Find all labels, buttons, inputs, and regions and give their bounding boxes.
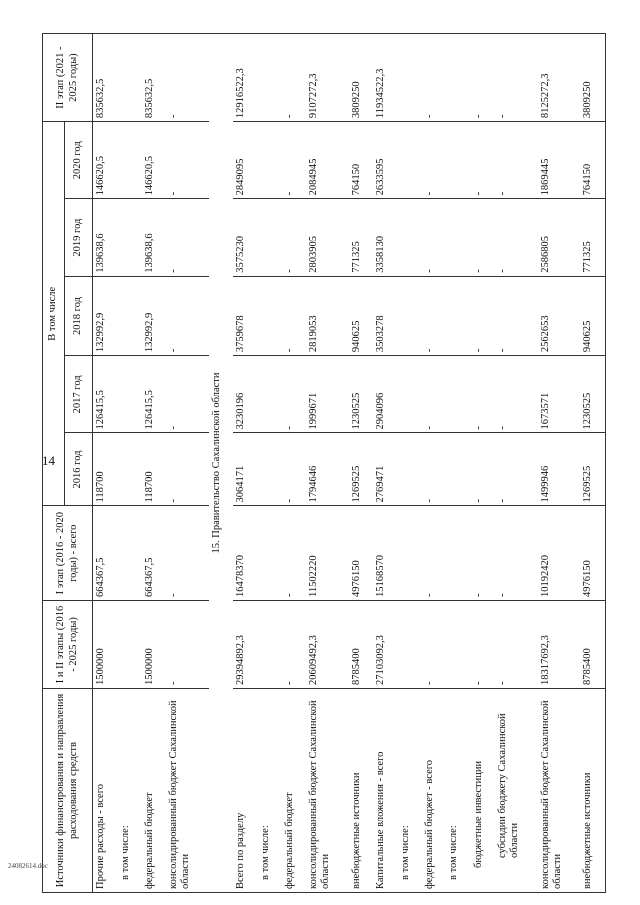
value-cell: 3064171 [233, 433, 257, 506]
value-cell: 1269525 [349, 433, 373, 506]
table-row [398, 34, 422, 893]
page-number: 14 [42, 453, 55, 468]
value-cell: - [166, 506, 209, 600]
row-label: внебюджетные источники [580, 689, 605, 893]
header-2019: 2019 год [65, 199, 93, 276]
value-cell: 9107272,3 [306, 34, 349, 122]
value-cell: - [166, 276, 209, 355]
value-cell: 3759678 [233, 276, 257, 355]
value-cell: 3358130 [373, 199, 397, 276]
value-cell [258, 506, 282, 600]
value-cell: - [422, 433, 446, 506]
value-cell: 3230196 [233, 356, 257, 433]
value-cell: 18317692,3 [538, 600, 581, 688]
value-cell: 8125272,3 [538, 34, 581, 122]
value-cell: 2084945 [306, 122, 349, 199]
value-cell: 1869445 [538, 122, 581, 199]
row-label: консолидированный бюджет Сахалинской области [538, 689, 581, 893]
header-total: I и II этапы (2016 - 2025 годы) [43, 600, 93, 688]
value-cell: 2562653 [538, 276, 581, 355]
table-row [373, 34, 397, 893]
row-label: субсидии бюджету Сахалинской области [495, 689, 538, 893]
value-cell: - [495, 276, 538, 355]
value-cell: 771325 [349, 199, 373, 276]
value-cell [258, 600, 282, 688]
value-cell [118, 276, 142, 355]
value-cell: 8785400 [580, 600, 605, 688]
value-cell: 16478370 [233, 506, 257, 600]
value-cell: 118700 [142, 433, 166, 506]
value-cell: 12916522,3 [233, 34, 257, 122]
value-cell: 11502220 [306, 506, 349, 600]
value-cell [446, 433, 470, 506]
value-cell: - [495, 199, 538, 276]
value-cell: 3503278 [373, 276, 397, 355]
value-cell: 940625 [349, 276, 373, 355]
value-cell: 126415,5 [93, 356, 118, 433]
financing-table-sheet [42, 33, 606, 893]
value-cell: - [495, 356, 538, 433]
value-cell: - [471, 122, 495, 199]
value-cell: 1499946 [538, 433, 581, 506]
value-cell [446, 122, 470, 199]
section-title: 15. Правительство Сахалинской области [209, 34, 233, 893]
value-cell: - [471, 506, 495, 600]
row-label: консолидированный бюджет Сахалинской области [306, 689, 349, 893]
table-row [93, 34, 118, 893]
value-cell: 3809250 [580, 34, 605, 122]
value-cell: - [282, 34, 306, 122]
value-cell [398, 600, 422, 688]
value-cell [446, 276, 470, 355]
value-cell: 8785400 [349, 600, 373, 688]
value-cell [398, 122, 422, 199]
value-cell [258, 433, 282, 506]
value-cell: - [282, 199, 306, 276]
value-cell: 2819053 [306, 276, 349, 355]
table-row [258, 34, 282, 893]
row-label: Капитальные вложения - всего [373, 689, 397, 893]
value-cell: 835632,5 [142, 34, 166, 122]
value-cell [398, 356, 422, 433]
value-cell [446, 506, 470, 600]
value-cell: 11934522,3 [373, 34, 397, 122]
row-label: федеральный бюджет - всего [422, 689, 446, 893]
value-cell: 10192420 [538, 506, 581, 600]
value-cell: 4976150 [349, 506, 373, 600]
value-cell: 1500000 [142, 600, 166, 688]
value-cell: - [422, 276, 446, 355]
value-cell: 1230525 [349, 356, 373, 433]
row-label: в том числе: [446, 689, 470, 893]
header-including: В том числе [43, 122, 65, 506]
value-cell [118, 34, 142, 122]
row-label: федеральный бюджет [282, 689, 306, 893]
header-2018: 2018 год [65, 276, 93, 355]
value-cell: 2849095 [233, 122, 257, 199]
value-cell: 664367,5 [93, 506, 118, 600]
value-cell: - [422, 506, 446, 600]
table-row [166, 34, 209, 893]
value-cell: 2633595 [373, 122, 397, 199]
value-cell [446, 356, 470, 433]
row-label: Всего по разделу [233, 689, 257, 893]
value-cell [118, 356, 142, 433]
value-cell: 146620,5 [93, 122, 118, 199]
value-cell: - [495, 506, 538, 600]
table-row [349, 34, 373, 893]
header-2016: 2016 год [65, 433, 93, 506]
value-cell: - [422, 600, 446, 688]
value-cell: - [495, 122, 538, 199]
row-label: бюджетные инвестиции [471, 689, 495, 893]
value-cell: 940625 [580, 276, 605, 355]
value-cell: - [495, 34, 538, 122]
table-row [580, 34, 605, 893]
value-cell: 126415,5 [142, 356, 166, 433]
header-stage1: I этап (2016 - 2020 годы) - всего [43, 506, 93, 600]
value-cell: 1269525 [580, 433, 605, 506]
value-cell: - [471, 199, 495, 276]
value-cell [398, 34, 422, 122]
value-cell: - [166, 34, 209, 122]
value-cell [258, 122, 282, 199]
row-label: федеральный бюджет [142, 689, 166, 893]
value-cell [118, 506, 142, 600]
value-cell [446, 34, 470, 122]
value-cell: - [166, 199, 209, 276]
value-cell: 1794646 [306, 433, 349, 506]
row-label: в том числе: [258, 689, 282, 893]
value-cell [258, 276, 282, 355]
table-row [495, 34, 538, 893]
value-cell: 1230525 [580, 356, 605, 433]
header-2020: 2020 год [65, 122, 93, 199]
value-cell [118, 600, 142, 688]
header-source: Источники финансирования и направления расходования средств [43, 689, 93, 893]
value-cell [398, 506, 422, 600]
value-cell: 1500000 [93, 600, 118, 688]
value-cell [118, 199, 142, 276]
value-cell [398, 433, 422, 506]
value-cell: 15168570 [373, 506, 397, 600]
value-cell: 132992,9 [93, 276, 118, 355]
value-cell: - [471, 433, 495, 506]
table-row [538, 34, 581, 893]
value-cell: - [495, 433, 538, 506]
value-cell: 1673571 [538, 356, 581, 433]
value-cell: - [282, 600, 306, 688]
value-cell: - [282, 506, 306, 600]
table-row [142, 34, 166, 893]
value-cell [258, 34, 282, 122]
value-cell: 139638,6 [142, 199, 166, 276]
value-cell: - [471, 276, 495, 355]
row-label: внебюджетные источники [349, 689, 373, 893]
value-cell: - [166, 356, 209, 433]
value-cell: 764150 [580, 122, 605, 199]
value-cell: 835632,5 [93, 34, 118, 122]
value-cell: - [422, 356, 446, 433]
value-cell [398, 276, 422, 355]
header-stage2: II этап (2021 - 2025 годы) [43, 34, 93, 122]
value-cell: 118700 [93, 433, 118, 506]
table-row [471, 34, 495, 893]
financing-table [42, 33, 606, 893]
table-row [282, 34, 306, 893]
header-2017: 2017 год [65, 356, 93, 433]
value-cell: 771325 [580, 199, 605, 276]
value-cell: - [166, 600, 209, 688]
row-label: консолидированный бюджет Сахалинской области [166, 689, 209, 893]
table-row [306, 34, 349, 893]
value-cell [258, 356, 282, 433]
footer-filename: 24082614.doc [8, 862, 48, 870]
value-cell: 2586805 [538, 199, 581, 276]
value-cell: - [422, 34, 446, 122]
row-label: Прочие расходы - всего [93, 689, 118, 893]
value-cell [446, 199, 470, 276]
value-cell: 2904096 [373, 356, 397, 433]
value-cell: 27103092,3 [373, 600, 397, 688]
value-cell: - [422, 122, 446, 199]
table-row [446, 34, 470, 893]
value-cell: 2803905 [306, 199, 349, 276]
value-cell: - [282, 433, 306, 506]
value-cell: 3809250 [349, 34, 373, 122]
value-cell: 764150 [349, 122, 373, 199]
value-cell: - [282, 122, 306, 199]
value-cell: 3575230 [233, 199, 257, 276]
row-label: в том числе: [118, 689, 142, 893]
table-body [93, 34, 606, 893]
value-cell: 132992,9 [142, 276, 166, 355]
value-cell: - [495, 600, 538, 688]
section-row [209, 34, 233, 893]
value-cell: - [166, 433, 209, 506]
value-cell [398, 199, 422, 276]
value-cell: 1999671 [306, 356, 349, 433]
value-cell: - [282, 276, 306, 355]
value-cell: 29394892,3 [233, 600, 257, 688]
value-cell: 664367,5 [142, 506, 166, 600]
value-cell: 139638,6 [93, 199, 118, 276]
value-cell: 4976150 [580, 506, 605, 600]
table-row [233, 34, 257, 893]
value-cell: - [166, 122, 209, 199]
value-cell: - [422, 199, 446, 276]
value-cell: 2769471 [373, 433, 397, 506]
value-cell: 146620,5 [142, 122, 166, 199]
table-row [422, 34, 446, 893]
table-row [118, 34, 142, 893]
value-cell: - [471, 600, 495, 688]
value-cell [258, 199, 282, 276]
value-cell: - [471, 356, 495, 433]
row-label: в том числе: [398, 689, 422, 893]
value-cell [446, 600, 470, 688]
value-cell [118, 433, 142, 506]
value-cell: 20609492,3 [306, 600, 349, 688]
value-cell [118, 122, 142, 199]
value-cell: - [471, 34, 495, 122]
value-cell: - [282, 356, 306, 433]
